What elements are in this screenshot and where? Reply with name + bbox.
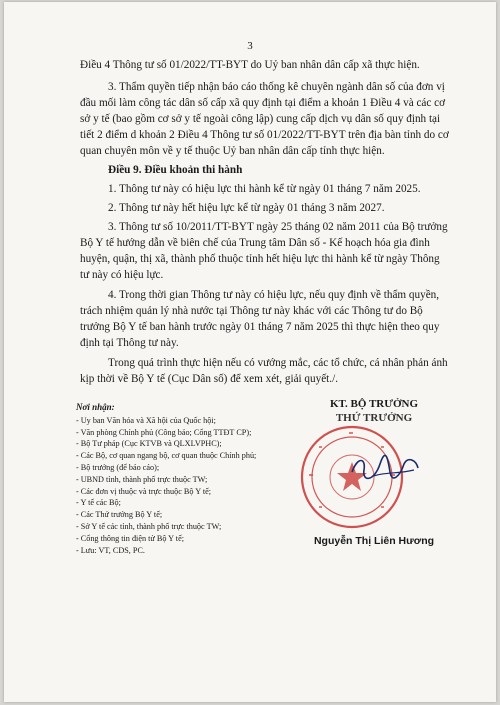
recipient-item: - Các Thứ trưởng Bộ Y tế;: [76, 510, 163, 520]
document-page: [4, 2, 496, 702]
paragraph-line: Điều 4 Thông tư số 01/2022/TT-BYT do Uỷ ban nhân dân cấp xã thực hiện.: [80, 59, 420, 71]
recipient-item: - Sở Y tế các tỉnh, thành phố trực thuộc TW;: [76, 521, 222, 531]
recipients-heading: Nơi nhận:: [76, 402, 115, 412]
paragraph-line: Trong quá trình thực hiện nếu có vướng mắc, các tổ chức, cá nhân phản ánh: [108, 357, 448, 369]
paragraph-line: huyện, quận, thị xã, thành phố thuộc tỉnh hết hiệu lực thi hành kể từ ngày Thông: [80, 253, 440, 265]
paragraph-line: Bộ Y tế hướng dẫn về biên chế của Trung tâm Dân số - Kế hoạch hóa gia đình: [80, 237, 430, 249]
recipient-item: - Y tế các Bộ;: [76, 498, 121, 508]
recipients-list: [76, 402, 296, 556]
paragraph-line: định tại Thông tư này.: [80, 337, 179, 349]
handwritten-signature-icon: [344, 442, 424, 492]
recipient-item: - Các Bộ, cơ quan ngang bộ, cơ quan thuộc Chính phủ;: [76, 451, 257, 461]
recipient-item: - Uy ban Văn hóa và Xã hội của Quốc hội;: [76, 415, 216, 425]
recipient-item: - Lưu: VT, CDS, PC.: [76, 545, 145, 555]
paragraph-line: trách nhiệm quản lý nhà nước tại Thông tư này khác với các Thông tư do Bộ: [80, 305, 423, 317]
recipient-item: - UBND tỉnh, thành phố trực thuộc TW;: [76, 474, 208, 484]
signature-subtitle: THỨ TRƯỞNG: [335, 412, 413, 424]
recipient-item: - Bộ trưởng (để báo cáo);: [76, 462, 160, 472]
paragraph-line: kịp thời về Bộ Y tế (Cục Dân số) để xem xét, giải quyết./.: [80, 373, 338, 385]
paragraph-line: 1. Thông tư này có hiệu lực thi hành kể từ ngày 01 tháng 7 năm 2025.: [108, 183, 421, 195]
paragraph-line: 3. Thông tư số 10/2011/TT-BYT ngày 25 tháng 02 năm 2011 của Bộ trưởng: [108, 221, 448, 233]
paragraph-line: 4. Trong thời gian Thông tư này có hiệu lực, nếu quy định về thẩm quyền,: [108, 289, 440, 301]
signature-title: KT. BỘ TRƯỞNG: [329, 398, 419, 410]
recipient-item: - Các đơn vị thuộc và trực thuộc Bộ Y tế;: [76, 486, 212, 496]
paragraph-line: tư này có hiệu lực.: [80, 269, 164, 281]
recipient-item: - Văn phòng Chính phủ (Công báo; Cổng TTĐT CP);: [76, 427, 252, 437]
paragraph-line: tiết 2 điểm d khoản 2 Điều 4 Thông tư số 01/2022/TT-BYT trên địa bàn tỉnh do cơ: [80, 129, 449, 141]
paragraph-line: trưởng Bộ Y tế ban hành trước ngày 01 tháng 7 năm 2025 thì thực hiện theo quy: [80, 321, 440, 333]
signer-name: Nguyễn Thị Liên Hương: [313, 535, 435, 547]
recipient-item: - Bộ Tư pháp (Cục KTVB và QLXLVPHC);: [76, 439, 222, 449]
paragraph-line: đầu mối làm công tác dân số cấp xã quy định tại điểm a khoản 1 Điều 4 và các cơ: [80, 97, 446, 109]
paragraph-line: quan chuyên môn về y tế thuộc Uỷ ban nhân dân cấp tỉnh thực hiện.: [80, 145, 385, 157]
paragraph-line: 2. Thông tư này hết hiệu lực kể từ ngày 01 tháng 3 năm 2027.: [108, 202, 385, 214]
paragraph-line: sở y tế (bao gồm cơ sở y tế ngoài công lập) cung cấp dịch vụ dân số quy định tại: [80, 113, 441, 125]
paragraph-line: 3. Thẩm quyền tiếp nhận báo cáo thống kê chuyên ngành dân số của đơn vị: [108, 81, 445, 93]
recipient-item: - Cổng thông tin điện tử Bộ Y tế;: [76, 533, 184, 543]
section-heading: Điều 9. Điều khoản thi hành: [108, 164, 243, 176]
page-number: 3: [247, 40, 253, 52]
